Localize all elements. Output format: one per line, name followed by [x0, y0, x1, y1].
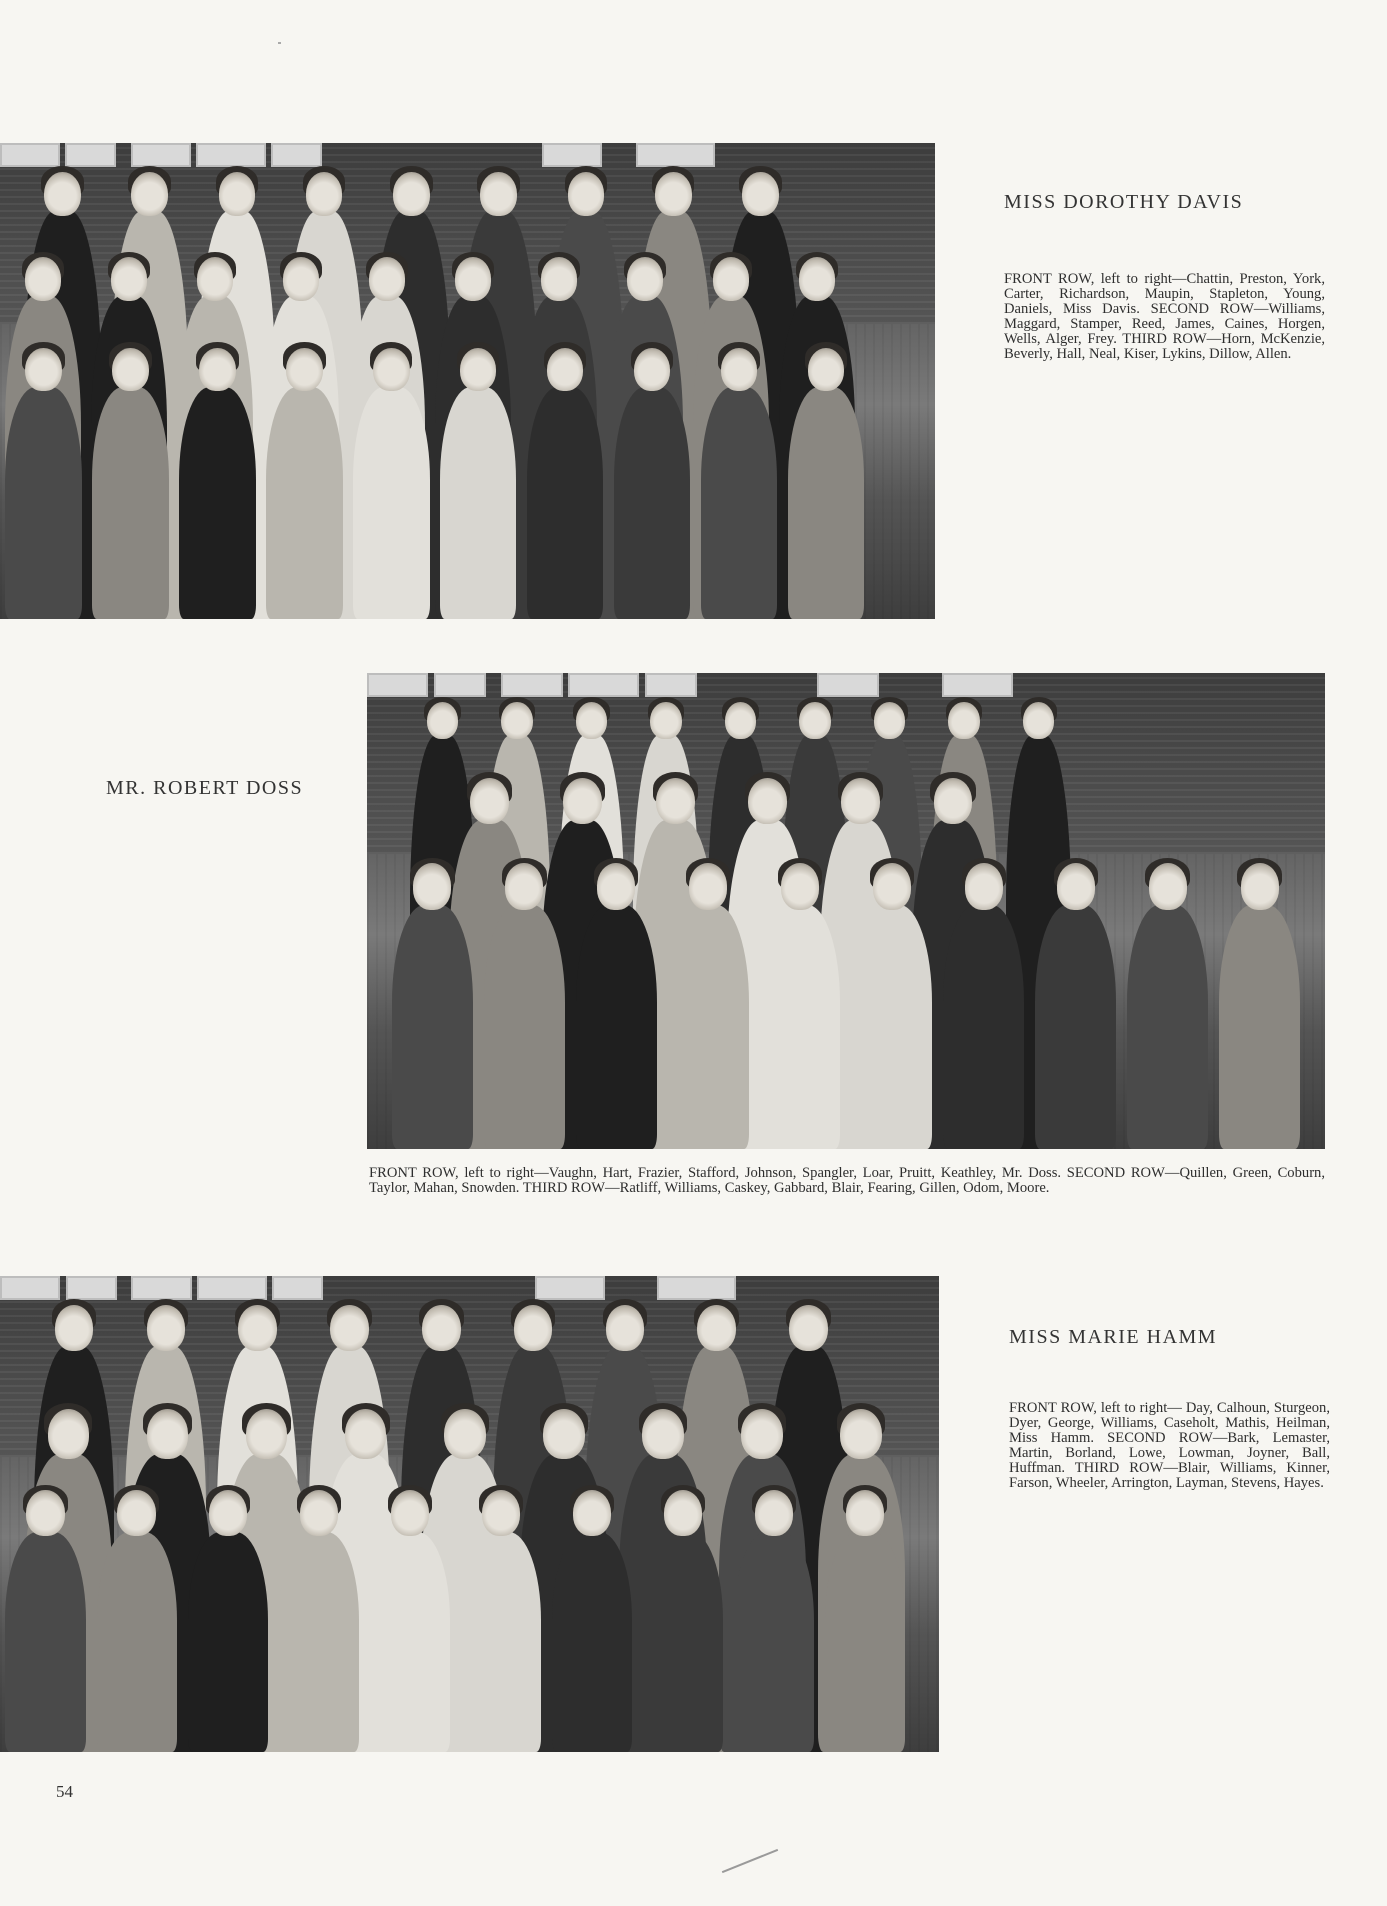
person-head [742, 172, 779, 216]
person-head [117, 1490, 155, 1536]
building-window [131, 143, 191, 167]
person-head [286, 348, 323, 392]
person-body [701, 387, 778, 619]
person-head [26, 1490, 64, 1536]
person-body [92, 387, 169, 619]
person-head [44, 172, 81, 216]
person-head [808, 348, 845, 392]
person-head [781, 863, 820, 909]
person-head [697, 1305, 736, 1351]
building-window [367, 673, 428, 697]
building-window [0, 143, 60, 167]
person-figure [522, 348, 609, 619]
person-body [788, 387, 865, 619]
person-head [634, 348, 671, 392]
building-window [196, 143, 265, 167]
person-head [547, 348, 584, 392]
person-body [370, 1532, 450, 1752]
person-figure [662, 863, 754, 1149]
person-head [755, 1490, 793, 1536]
person-head [748, 778, 787, 825]
person-head [306, 172, 343, 216]
person-head [656, 778, 695, 825]
person-head [25, 257, 61, 300]
person-head [112, 348, 149, 392]
person-head [131, 172, 168, 216]
paper-speck [278, 42, 281, 44]
person-figure [609, 348, 696, 619]
person-figure [364, 1490, 455, 1752]
person-figure [478, 863, 570, 1149]
person-head [543, 1409, 585, 1459]
person-head [789, 1305, 828, 1351]
person-head [455, 257, 491, 300]
person-figure [754, 863, 846, 1149]
person-head [642, 1409, 684, 1459]
person-body [825, 1532, 905, 1752]
person-head [219, 172, 256, 216]
person-head [655, 172, 692, 216]
person-head [841, 778, 880, 825]
person-head [393, 172, 430, 216]
person-body [5, 1532, 85, 1752]
person-figure [0, 348, 87, 619]
teacher-heading-doss: MR. ROBERT DOSS [106, 777, 304, 799]
building-window [66, 1276, 117, 1300]
person-head [664, 1490, 702, 1536]
person-head [480, 172, 517, 216]
person-head [965, 863, 1004, 909]
person-body [353, 387, 430, 619]
person-head [799, 702, 830, 740]
person-body [484, 905, 565, 1149]
person-head [427, 702, 458, 740]
person-head [300, 1490, 338, 1536]
building-window [501, 673, 562, 697]
person-body [760, 905, 841, 1149]
person-head [283, 257, 319, 300]
person-head [422, 1305, 461, 1351]
person-head [840, 1409, 882, 1459]
person-body [1035, 905, 1116, 1149]
building-window [542, 143, 602, 167]
person-body [614, 387, 691, 619]
person-body [179, 387, 256, 619]
class-photo-hamm [0, 1276, 939, 1752]
person-body [461, 1532, 541, 1752]
person-figure [87, 348, 174, 619]
teacher-heading-hamm: MISS MARIE HAMM [1009, 1326, 1218, 1348]
person-figure [273, 1490, 364, 1752]
building-window [817, 673, 878, 697]
person-figure [435, 348, 522, 619]
person-head [606, 1305, 645, 1351]
person-figure [938, 863, 1030, 1149]
person-body [668, 905, 749, 1149]
person-head [689, 863, 728, 909]
person-head [934, 778, 973, 825]
person-head [573, 1490, 611, 1536]
building-window [568, 673, 639, 697]
person-head [369, 257, 405, 300]
person-figure [729, 1490, 820, 1752]
person-head [627, 257, 663, 300]
building-window [636, 143, 715, 167]
person-body [392, 905, 473, 1149]
person-head [1057, 863, 1096, 909]
person-body [188, 1532, 268, 1752]
building-window [942, 673, 1013, 697]
person-head [948, 702, 979, 740]
person-figure [820, 1490, 911, 1752]
person-head [725, 702, 756, 740]
building-window [272, 1276, 323, 1300]
person-body [1219, 905, 1300, 1149]
person-figure [638, 1490, 729, 1752]
page-number: 54 [56, 1782, 73, 1801]
person-figure [1122, 863, 1214, 1149]
person-figure [348, 348, 435, 619]
person-head [330, 1305, 369, 1351]
person-figure [386, 863, 478, 1149]
person-head [470, 778, 509, 825]
person-head [1023, 702, 1054, 740]
person-body [852, 905, 933, 1149]
person-figure [696, 348, 783, 619]
person-figure [1214, 863, 1306, 1149]
person-head [597, 863, 636, 909]
person-head [846, 1490, 884, 1536]
person-head [444, 1409, 486, 1459]
person-body [266, 387, 343, 619]
class-photo-doss [367, 673, 1325, 1149]
person-head [147, 1305, 186, 1351]
person-head [568, 172, 605, 216]
person-figure [546, 1490, 637, 1752]
person-figure [783, 348, 870, 619]
building-window [271, 143, 322, 167]
building-window [434, 673, 486, 697]
person-head [799, 257, 835, 300]
person-figure [1030, 863, 1122, 1149]
person-head [460, 348, 497, 392]
person-head [48, 1409, 90, 1459]
person-head [873, 863, 912, 909]
person-figure [182, 1490, 273, 1752]
building-window [0, 1276, 60, 1300]
person-head [1149, 863, 1188, 909]
person-figure [0, 1490, 91, 1752]
person-body [1127, 905, 1208, 1149]
building-window [131, 1276, 191, 1300]
person-head [373, 348, 410, 392]
person-head [650, 702, 681, 740]
person-head [209, 1490, 247, 1536]
person-body [643, 1532, 723, 1752]
person-body [552, 1532, 632, 1752]
building-window [657, 1276, 736, 1300]
person-body [440, 387, 517, 619]
building-window [197, 1276, 267, 1300]
teacher-heading-davis: MISS DOROTHY DAVIS [1004, 191, 1244, 213]
person-head [1241, 863, 1280, 909]
person-head [413, 863, 452, 909]
person-head [541, 257, 577, 300]
person-head [238, 1305, 277, 1351]
person-body [97, 1532, 177, 1752]
caption-hamm: FRONT ROW, left to right— Day, Calhoun, Sturgeon, Dyer, George, Williams, Caseholt, Mathis, Heilman, Miss Hamm. SECOND ROW—Bark, Lemaster, Martin, Borland, Lowe, Lowman, Joyner, Ball, Huffman. THIRD ROW—Blair, Williams, Kinner, Farson, Wheeler, Arrington, Layman, Stevens, Hayes. [1009, 1400, 1330, 1491]
person-body [734, 1532, 814, 1752]
person-head [505, 863, 544, 909]
person-figure [455, 1490, 546, 1752]
class-photo-davis [0, 143, 935, 619]
person-head [874, 702, 905, 740]
person-head [713, 257, 749, 300]
person-body [576, 905, 657, 1149]
person-head [199, 348, 236, 392]
pen-mark [722, 1849, 778, 1873]
person-head [501, 702, 532, 740]
person-figure [846, 863, 938, 1149]
caption-davis: FRONT ROW, left to right—Chattin, Preston, York, Carter, Richardson, Maupin, Stapleton, Young, Daniels, Miss Davis. SECOND ROW—Williams, Maggard, Stamper, Reed, James, Caines, Horgen, Wells, Alger, Frey. THIRD ROW—Horn, McKenzie, Beverly, Hall, Neal, Kiser, Lykins, Dillow, Allen. [1004, 271, 1325, 362]
person-figure [261, 348, 348, 619]
person-head [514, 1305, 553, 1351]
person-head [246, 1409, 288, 1459]
building-window [65, 143, 116, 167]
person-figure [174, 348, 261, 619]
person-head [197, 257, 233, 300]
building-window [535, 1276, 605, 1300]
person-body [527, 387, 604, 619]
caption-doss: FRONT ROW, left to right—Vaughn, Hart, Frazier, Stafford, Johnson, Spangler, Loar, Pruitt, Keathley, Mr. Doss. SECOND ROW—Quillen, Green, Coburn, Taylor, Mahan, Snowden. THIRD ROW—Ratliff, Williams, Caskey, Gabbard, Blair, Fearing, Gillen, Odom, Moore. [369, 1165, 1325, 1196]
person-figure [570, 863, 662, 1149]
person-head [721, 348, 758, 392]
person-head [111, 257, 147, 300]
person-body [5, 387, 82, 619]
person-body [943, 905, 1024, 1149]
person-head [345, 1409, 387, 1459]
person-head [391, 1490, 429, 1536]
person-head [576, 702, 607, 740]
person-head [563, 778, 602, 825]
person-head [741, 1409, 783, 1459]
person-head [55, 1305, 94, 1351]
person-head [147, 1409, 189, 1459]
person-head [482, 1490, 520, 1536]
person-figure [91, 1490, 182, 1752]
person-head [25, 348, 62, 392]
building-window [645, 673, 697, 697]
person-body [279, 1532, 359, 1752]
